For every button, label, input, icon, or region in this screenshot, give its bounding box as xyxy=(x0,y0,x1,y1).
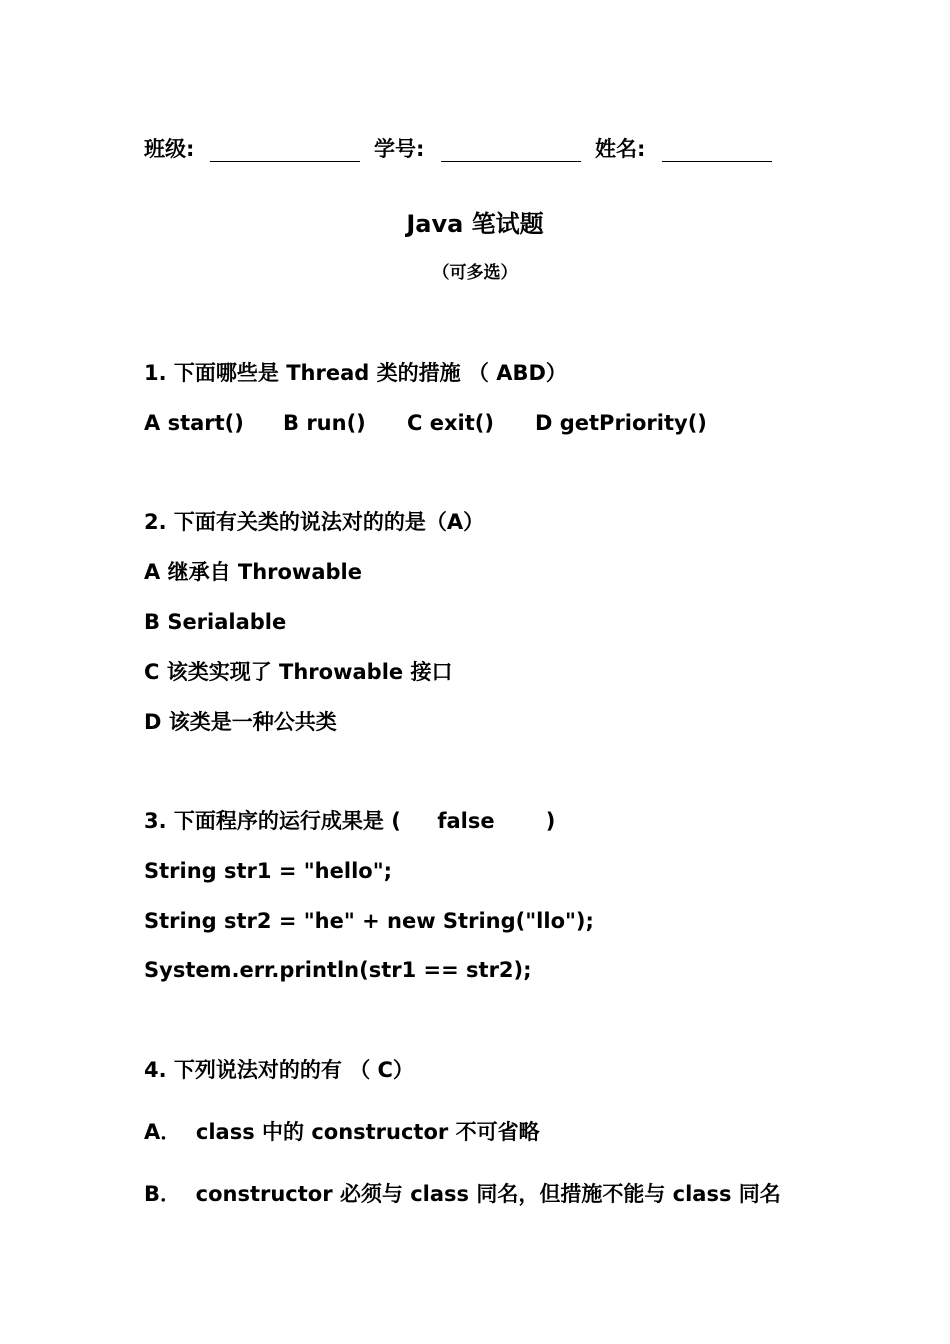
q3-code-line-3: System.err.println(str1 == str2); xyxy=(144,958,532,982)
q1-option-c: C exit() xyxy=(407,411,494,435)
q3-code-line-2: String str2 = "he" + new String("llo"); xyxy=(144,909,594,933)
q2-option-a: A 继承自 Throwable xyxy=(144,560,362,584)
student-id-label: 学号: xyxy=(374,137,425,161)
student-id-blank xyxy=(441,161,581,162)
class-label: 班级: xyxy=(144,137,195,161)
q1-option-d: D getPriority() xyxy=(535,411,707,435)
q3-code-line-1: String str1 = "hello"; xyxy=(144,859,393,883)
q1-option-a: A start() xyxy=(144,411,244,435)
question-1: 1. 下面哪些是 Thread 类的措施 （ ABD） xyxy=(144,361,567,385)
q2-option-c: C 该类实现了 Throwable 接口 xyxy=(144,660,453,684)
page-subtitle: （可多选） xyxy=(432,263,518,283)
question-4: 4. 下列说法对的的有 （ C） xyxy=(144,1058,414,1082)
question-2: 2. 下面有关类的说法对的的是（A） xyxy=(144,510,485,534)
class-blank xyxy=(210,161,360,162)
q1-option-b: B run() xyxy=(283,411,366,435)
q4-option-a: A． class 中的 constructor 不可省略 xyxy=(144,1120,540,1144)
q2-option-d: D 该类是一种公共类 xyxy=(144,710,337,734)
question-3: 3. 下面程序的运行成果是 ( false ) xyxy=(144,809,556,833)
name-label: 姓名: xyxy=(595,137,646,161)
q2-option-b: B Serialable xyxy=(144,610,287,634)
name-blank xyxy=(662,161,772,162)
q4-option-b: B． constructor 必须与 class 同名，但措施不能与 class 同名 xyxy=(144,1182,781,1206)
page-title: Java 笔试题 xyxy=(406,210,544,238)
